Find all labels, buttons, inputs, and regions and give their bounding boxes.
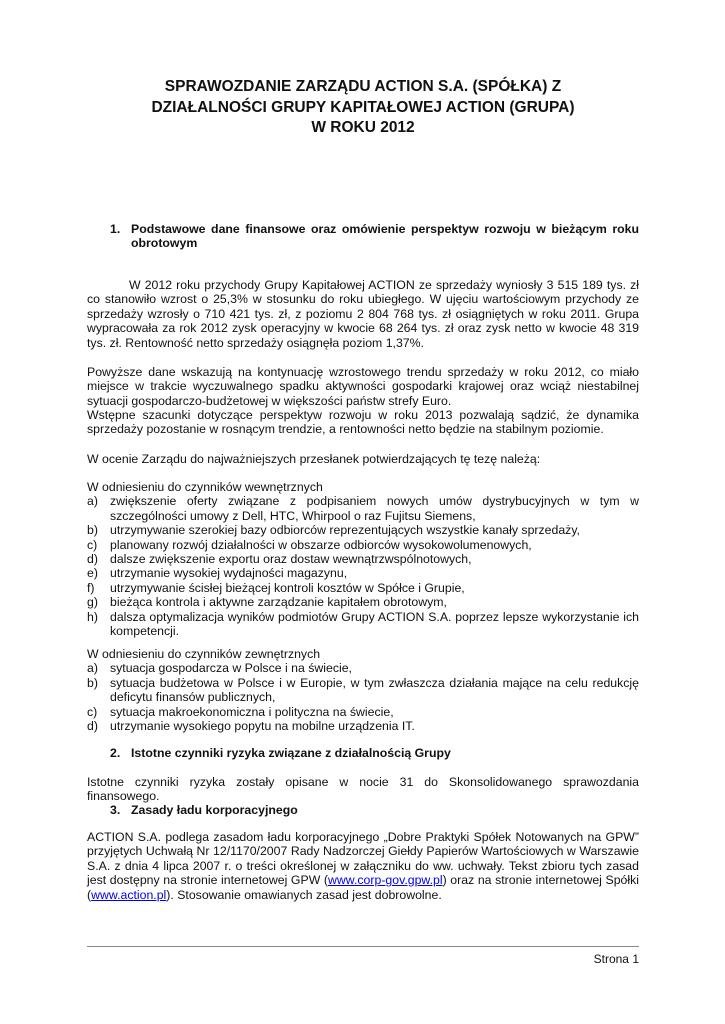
section-3-paragraph: ACTION S.A. podlega zasadom ładu korporacyjnego „Dobre Praktyki Spółek Notowanych na GPW” przyjętych Uchwałą Nr 12/1170/2007 Rady Nadzorczej Giełdy Papierów Wartościowych w Warszawie S.A. z dnia 4 lipca 2007 r. o treści określonej w załączniku do ww. uchwały. Tekst zbioru tych zasad jest dostępny na stronie internetowej GPW (www.corp-gov.gpw.pl) oraz na stronie internetowej Spółki (www.action.pl). Stosowanie omawianych zasad jest dobrowolne. [87, 830, 640, 902]
footer-divider [87, 946, 639, 947]
list-item: d) utrzymanie wysokiego popytu na mobilne urządzenia IT. [87, 719, 415, 734]
section-1-heading [87, 222, 639, 251]
list-item: b) utrzymywanie szerokiej bazy odbiorców reprezentujących wszystkie kanały sprzedaży, [87, 523, 580, 538]
document-title [87, 77, 639, 139]
list-item: d) dalsze zwiększenie exportu oraz dostaw wewnątrzwspólnotowych, [87, 552, 472, 567]
list-item: a) zwiększenie oferty związane z podpisaniem nowych umów dystrybucyjnych w tym w szczególności umowy z Dell, HTC, Whirpool o raz Fujitsu Siemens, [87, 494, 639, 523]
title-line-2: DZIAŁALNOŚCI GRUPY KAPITAŁOWEJ ACTION (GRUPA) [151, 98, 575, 116]
list-item: b) sytuacja budżetowa w Polsce i w Europie, w tym zwłaszcza działania mające na celu redukcję deficytu finansów publicznych, [87, 675, 639, 705]
section-2-heading [87, 746, 639, 760]
external-factors-list [87, 661, 639, 733]
section-2-title: Istotne czynniki ryzyka związane z działalnością Grupy [131, 746, 451, 760]
section-1-title: Podstawowe dane finansowe oraz omówienie perspektyw rozwoju w bieżącym roku obrotowym [131, 222, 639, 251]
section-3-title: Zasady ładu korporacyjnego [131, 803, 298, 817]
internal-factors-list [87, 494, 639, 638]
internal-factors-intro: W odniesieniu do czynników wewnętrznych [87, 480, 323, 494]
title-line-3: W ROKU 2012 [311, 119, 415, 136]
internal-factors-block [87, 480, 639, 638]
action-link[interactable]: www.action.pl [91, 887, 167, 902]
list-item: a) sytuacja gospodarcza w Polsce i na świecie, [87, 661, 352, 676]
section-3-heading [87, 803, 639, 817]
section-1-paragraph-2: Powyższe dane wskazują na kontynuację wzrostowego trendu sprzedaży w roku 2012, co miało miejsce w trakcie wyczuwalnego spadku aktywności gospodarki krajowej oraz wciąż niestabilnej sytuacji gospodarczo-budżetowej w większości państw strefy Euro. [87, 365, 639, 408]
external-factors-block [87, 647, 639, 733]
title-line-1: SPRAWOZDANIE ZARZĄDU ACTION S.A. (SPÓŁKA) Z [164, 78, 562, 95]
section-2-number: 2. [110, 746, 121, 760]
section-1-paragraph-1: W 2012 roku przychody Grupy Kapitałowej ACTION ze sprzedaży wyniosły 3 515 189 tys. zł co stanowiło wzrost o 25,3% w stosunku do roku ubiegłego. W ujęciu wartościowym przychody ze sprzedaży wzrosły o 710 421 tys. zł, z poziomu 2 804 768 tys. zł osiągniętych w roku 2011. Grupa wypracowała za rok 2012 zysk operacyjny w kwocie 68 264 tys. zł oraz zysk netto w kwocie 48 319 tys. zł. Rentowność netto sprzedaży osiągnęła poziom 1,37%. [87, 278, 639, 350]
section-3-number: 3. [110, 803, 121, 817]
list-item: e) utrzymanie wysokiej wydajności magazynu, [87, 566, 348, 581]
external-factors-intro: W odniesieniu do czynników zewnętrznych [87, 647, 321, 661]
gpw-link[interactable]: www.corp-gov.gpw.pl [328, 873, 443, 888]
list-item: h) dalsza optymalizacja wyników podmiotów Grupy ACTION S.A. poprzez lepsze wykorzystanie ich kompetencji. [87, 609, 639, 639]
section-1-number: 1. [110, 222, 121, 236]
list-item: c) sytuacja makroekonomiczna i polityczna na świecie, [87, 704, 394, 719]
page-number: Strona 1 [593, 952, 639, 966]
section-2-paragraph: Istotne czynniki ryzyka zostały opisane w nocie 31 do Skonsolidowanego sprawozdania finansowego. [87, 775, 639, 804]
section-1-paragraph-3: Wstępne szacunki dotyczące perspektyw rozwoju w roku 2013 pozwalają sądzić, że dynamika sprzedaży pozostanie w rosnącym trendzie, a rentowności netto będzie na stabilnym poziomie. [87, 408, 639, 437]
list-item: f) utrzymywanie ścisłej bieżącej kontroli kosztów w Spółce i Grupie, [87, 580, 465, 595]
section-1-paragraph-4: W ocenie Zarządu do najważniejszych przesłanek potwierdzających tę tezę należą: [87, 452, 541, 466]
list-item: g) bieżąca kontrola i aktywne zarządzanie kapitałem obrotowym, [87, 595, 447, 610]
list-item: c) planowany rozwój działalności w obszarze odbiorców wysokowolumenowych, [87, 537, 532, 552]
